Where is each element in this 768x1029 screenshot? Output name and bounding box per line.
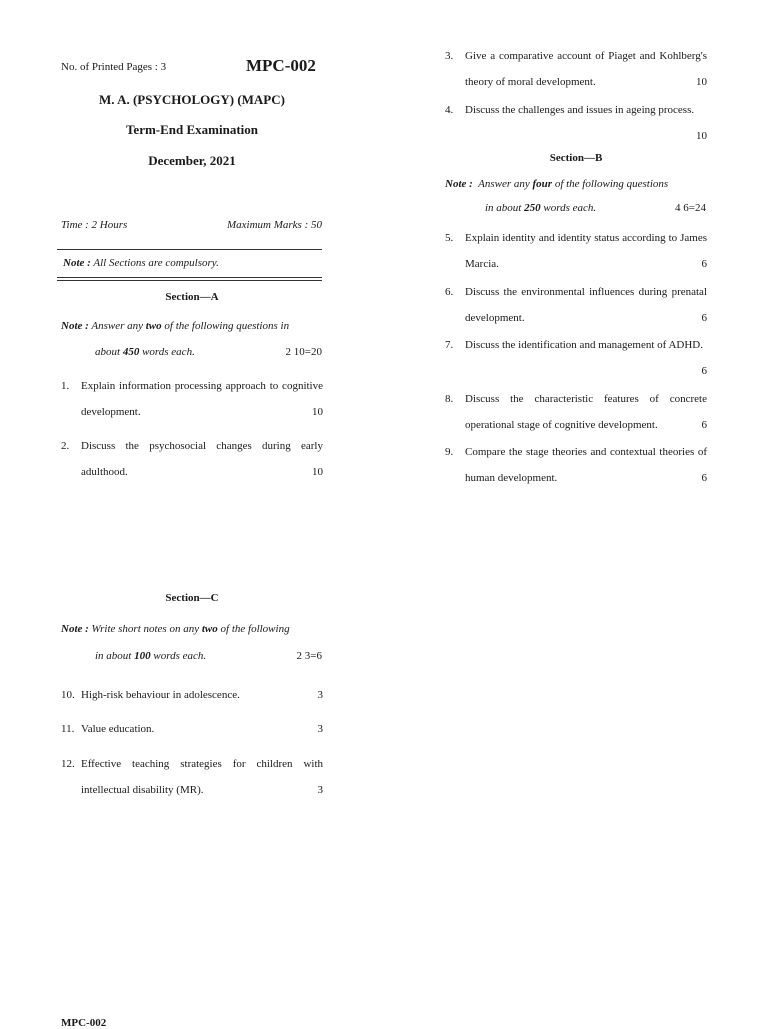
- section-a-note-line2-post: words each.: [142, 346, 195, 358]
- section-c-note-line2-pre: in about: [95, 650, 132, 662]
- question-item: [61, 751, 323, 803]
- question-item: [445, 43, 707, 95]
- section-b-note-bold: four: [532, 178, 553, 190]
- divider-bottom-2: [57, 280, 322, 281]
- note-text: All Sections are compulsory.: [93, 257, 219, 269]
- question-marks: 6: [701, 258, 707, 270]
- time-allowed: Time : 2 Hours: [61, 219, 128, 231]
- maximum-marks: Maximum Marks : 50: [226, 219, 322, 231]
- general-note: [63, 257, 219, 269]
- question-number: 9.: [445, 446, 454, 458]
- section-c-note-post: of the following: [220, 623, 290, 635]
- question-number: 5.: [445, 232, 454, 244]
- section-b-note-line1: [445, 178, 668, 190]
- section-b-note-pre: Answer any: [478, 178, 530, 190]
- question-number: 1.: [61, 380, 70, 392]
- section-a-note-line1: [61, 320, 289, 332]
- question-marks: 10: [312, 466, 323, 478]
- section-c-note-label: Note :: [61, 623, 89, 635]
- question-marks: 10: [696, 76, 707, 88]
- question-text: Discuss the identification and management of ADHD.: [465, 339, 703, 351]
- question-number: 4.: [445, 104, 454, 116]
- question-number: 10.: [61, 689, 75, 701]
- section-a-note-post: of the following questions in: [164, 320, 290, 332]
- section-c-note-line2: [95, 650, 206, 662]
- section-a-title: Section—A: [165, 291, 219, 303]
- section-a-word-limit: 450: [122, 346, 140, 358]
- question-marks: 10: [312, 406, 323, 418]
- section-a-total-marks: 2 10=20: [285, 346, 322, 358]
- question-number: 12.: [61, 758, 75, 770]
- section-b-note-line2-post: words each.: [543, 202, 597, 214]
- question-text: Effective teaching strategies for children with intellectual disability (MR).: [81, 758, 323, 796]
- section-b-note-label: Note :: [445, 178, 473, 190]
- question-text: Value education.: [81, 723, 155, 735]
- section-a-note-line2: [95, 346, 195, 358]
- question-item: [445, 332, 707, 384]
- section-c-total-marks: 2 3=6: [296, 650, 322, 662]
- section-c-title: Section—C: [165, 592, 219, 604]
- section-b-note-post: of the following questions: [554, 178, 669, 190]
- section-c-note-bold: two: [201, 623, 218, 635]
- paper-code: MPC-002: [246, 56, 316, 75]
- note-label: Note :: [63, 257, 91, 269]
- question-marks: 6: [701, 472, 707, 484]
- question-item: [445, 225, 707, 277]
- question-text: Give a comparative account of Piaget and Kohlberg's theory of moral development.: [465, 50, 707, 88]
- question-number: 6.: [445, 286, 454, 298]
- question-text: Discuss the psychosocial changes during early adulthood.: [81, 440, 323, 478]
- section-c-note-line1: [61, 623, 290, 635]
- question-number: 8.: [445, 393, 454, 405]
- question-text: Discuss the challenges and issues in ageing process.: [465, 104, 695, 116]
- question-marks: 3: [317, 689, 323, 701]
- question-text: Explain information processing approach to cognitive development.: [81, 380, 323, 418]
- section-a-note-bold: two: [145, 320, 162, 332]
- section-a-note-label: Note :: [61, 320, 89, 332]
- footer-code: MPC-002: [61, 1017, 107, 1029]
- question-number: 11.: [61, 723, 75, 735]
- section-b-total-marks: 4 6=24: [675, 202, 706, 214]
- question-marks: 6: [701, 365, 707, 377]
- question-text: Discuss the characteristic features of concrete operational stage of cognitive development.: [465, 393, 707, 431]
- section-c-note-line2-post: words each.: [153, 650, 207, 662]
- printed-pages: No. of Printed Pages : 3: [61, 61, 167, 73]
- question-number: 2.: [61, 440, 70, 452]
- section-c-note-pre: Write short notes on any: [91, 623, 200, 635]
- section-c-word-limit: 100: [134, 650, 151, 662]
- question-marks: 10: [696, 130, 707, 142]
- question-item: [61, 682, 323, 708]
- question-item: [445, 279, 707, 331]
- question-marks: 6: [701, 312, 707, 324]
- question-item: [61, 433, 323, 485]
- question-item: [445, 439, 707, 491]
- section-b-note-line2: [485, 202, 596, 214]
- divider-bottom-1: [57, 277, 322, 278]
- question-text: Compare the stage theories and contextual theories of human development.: [465, 446, 707, 484]
- question-item: [445, 386, 707, 438]
- question-text: Explain identity and identity status according to James Marcia.: [465, 232, 707, 270]
- section-b-word-limit: 250: [524, 202, 541, 214]
- divider-top: [57, 249, 322, 250]
- exam-date: December, 2021: [148, 153, 236, 168]
- question-number: 7.: [445, 339, 454, 351]
- question-marks: 3: [317, 784, 323, 796]
- question-text: High-risk behaviour in adolescence.: [81, 689, 240, 701]
- section-a-note-pre: Answer any: [91, 320, 143, 332]
- question-marks: 6: [701, 419, 707, 431]
- programme-title: M. A. (PSYCHOLOGY) (MAPC): [99, 92, 285, 107]
- section-b-note-line2-pre: in about: [485, 202, 522, 214]
- question-item: [445, 97, 707, 149]
- question-marks: 3: [317, 723, 323, 735]
- section-a-note-line2-pre: about: [95, 346, 121, 358]
- exam-title: Term-End Examination: [125, 122, 259, 137]
- question-number: 3.: [445, 50, 454, 62]
- question-item: [61, 373, 323, 425]
- question-item: [61, 716, 323, 742]
- section-b-title: Section—B: [549, 152, 603, 164]
- question-text: Discuss the environmental influences during prenatal development.: [465, 286, 707, 324]
